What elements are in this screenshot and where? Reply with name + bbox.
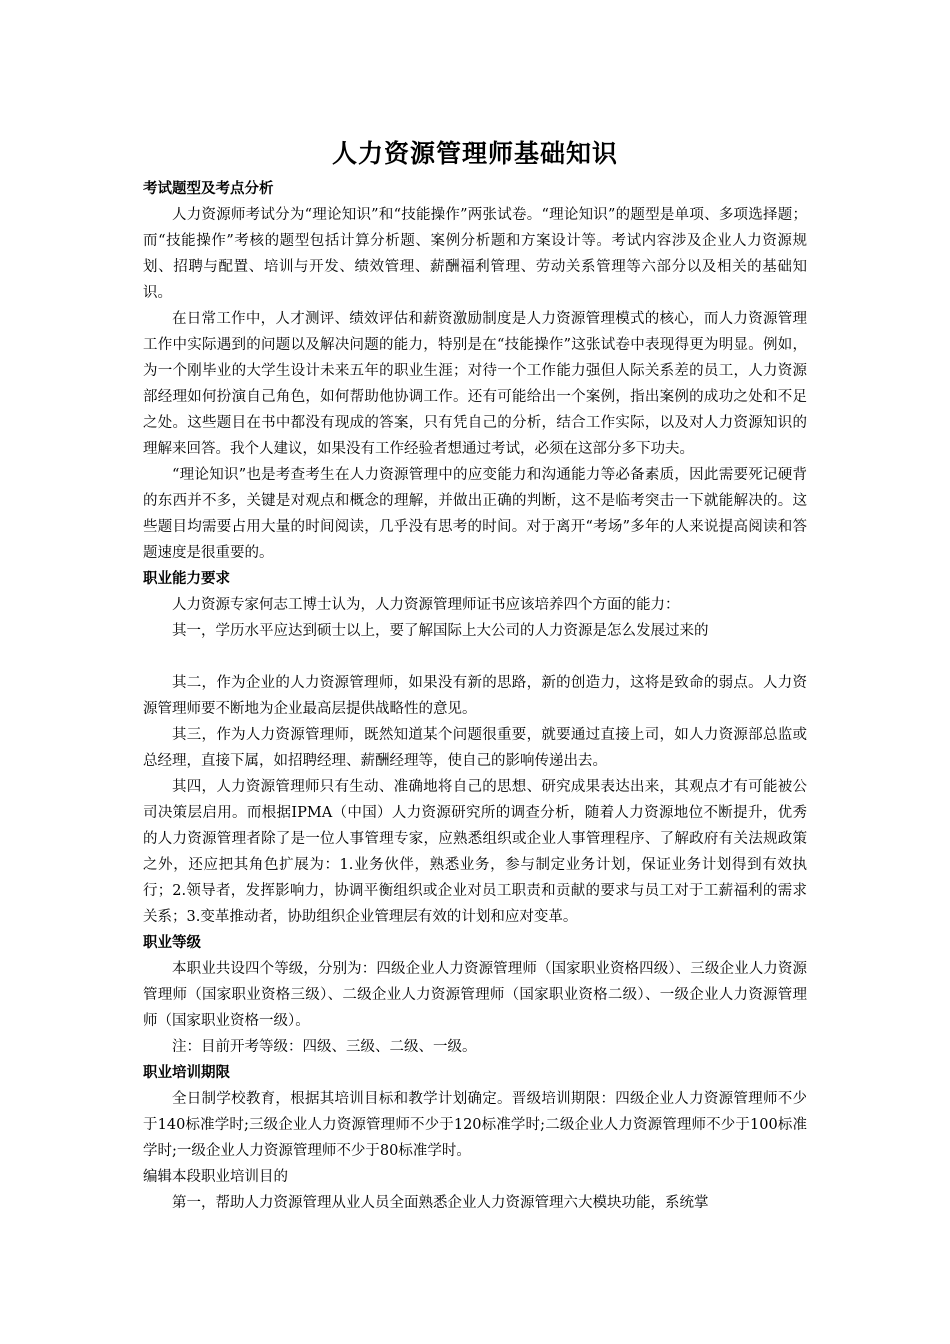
section-exam-analysis: [143, 176, 807, 566]
paragraph: 第一，帮助人力资源管理从业人员全面熟悉企业人力资源管理六大模块功能，系统掌: [172, 1195, 709, 1211]
paragraph: 其一，学历水平应达到硕士以上，要了解国际上大公司的人力资源是怎么发展过来的: [172, 623, 709, 639]
paragraph: 人力资源师考试分为“理论知识”和“技能操作”两张试卷。“理论知识”的题型是单项、多项选择题；而“技能操作”考核的题型包括计算分析题、案例分析题和方案设计等。考试内容涉及企业人力资源规划、招聘与配置、培训与开发、绩效管理、薪酬福利管理、劳动关系管理等六部分以及相关的基础知识。: [143, 207, 807, 301]
paragraph: 本职业共设四个等级，分别为：四级企业人力资源管理师（国家职业资格四级）、三级企业人力资源管理师（国家职业资格三级）、二级企业人力资源管理师（国家职业资格二级）、一级企业人力资源管理师（国家职业资格一级）。: [143, 961, 807, 1029]
section-heading: 职业等级: [143, 935, 201, 951]
section-heading: 考试题型及考点分析: [143, 181, 274, 197]
section-heading: 职业能力要求: [143, 571, 230, 587]
document-title: 人力资源管理师基础知识: [331, 139, 618, 168]
paragraph: 全日制学校教育，根据其培训目标和教学计划确定。晋级培训期限：四级企业人力资源管理师不少于140标准学时;三级企业人力资源管理师不少于120标准学时;二级企业人力资源管理师不少于100标准学时;一级企业人力资源管理师不少于80标准学时。: [143, 1091, 807, 1159]
section-training-period: [143, 1060, 807, 1216]
paragraph: “理论知识”也是考查考生在人力资源管理中的应变能力和沟通能力等必备素质，因此需要死记硬背的东西并不多，关键是对观点和概念的理解，并做出正确的判断，这不是临考突击一下就能解决的。这些题目均需要占用大量的时间阅读，几乎没有思考的时间。对于离开“考场”多年的人来说提高阅读和答题速度是很重要的。: [143, 467, 807, 561]
paragraph: 在日常工作中，人才测评、绩效评估和薪资激励制度是人力资源管理模式的核心，而人力资源管理工作中实际遇到的问题以及解决问题的能力，特别是在“技能操作”这张试卷中表现得更为明显。例如，为一个刚毕业的大学生设计未来五年的职业生涯；对待一个工作能力强但人际关系差的员工，人力资源部经理如何扮演自己角色，如何帮助他协调工作。还有可能给出一个案例，指出案例的成功之处和不足之处。这些题目在书中都没有现成的答案，只有凭自己的分析，结合工作实际，以及对人力资源知识的理解来回答。我个人建议，如果没有工作经验者想通过考试，必须在这部分多下功夫。: [143, 311, 807, 457]
paragraph: 其二，作为企业的人力资源管理师，如果没有新的思路，新的创造力，这将是致命的弱点。人力资源管理师要不断地为企业最高层提供战略性的意见。: [143, 675, 807, 717]
document-body: [143, 176, 807, 1216]
blank-line: [143, 644, 807, 670]
edit-section-line: 编辑本段职业培训目的: [143, 1169, 288, 1185]
paragraph: 注：目前开考等级：四级、三级、二级、一级。: [172, 1039, 477, 1055]
paragraph: 其三，作为人力资源管理师，既然知道某个问题很重要，就要通过直接上司，如人力资源部总监或总经理，直接下属，如招聘经理、薪酬经理等，使自己的影响传递出去。: [143, 727, 807, 769]
section-levels: [143, 930, 807, 1060]
section-ability-requirements: [143, 566, 807, 930]
paragraph: 人力资源专家何志工博士认为，人力资源管理师证书应该培养四个方面的能力：: [172, 597, 680, 613]
section-heading: 职业培训期限: [143, 1065, 230, 1081]
paragraph: 其四，人力资源管理师只有生动、准确地将自己的思想、研究成果表达出来，其观点才有可能被公司决策层启用。而根据IPMA（中国）人力资源研究所的调查分析，随着人力资源地位不断提升，优秀的人力资源管理者除了是一位人事管理专家，应熟悉组织或企业人事管理程序、了解政府有关法规政策之外，还应把其角色扩展为：1.业务伙伴，熟悉业务，参与制定业务计划，保证业务计划得到有效执行；2.领导者，发挥影响力，协调平衡组织或企业对员工职责和贡献的要求与员工对于工薪福利的需求关系；3.变革推动者，协助组织企业管理层有效的计划和应对变革。: [143, 779, 807, 925]
